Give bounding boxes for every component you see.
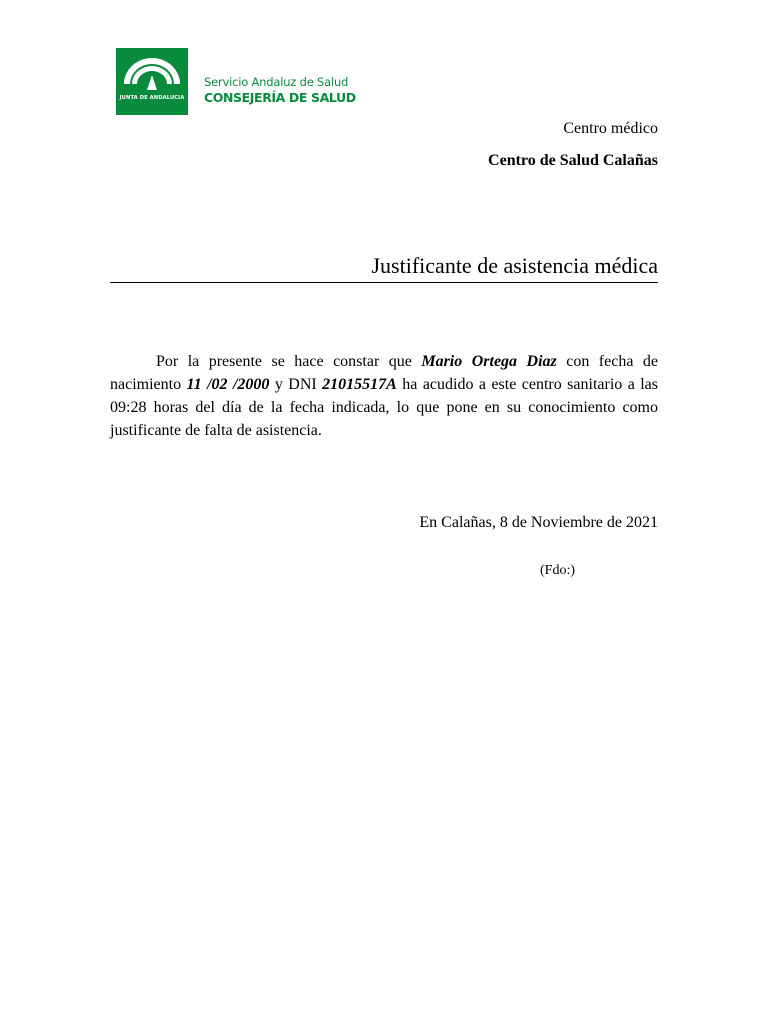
center-name: Centro de Salud Calañas <box>488 152 658 169</box>
center-label: Centro médico <box>563 120 658 137</box>
dni-number: 21015517A <box>322 376 397 393</box>
document-body <box>110 350 658 442</box>
body-rest: ha acudido a este centro sanitario a las 09:28 horas del día de la fecha indicada, lo que pone en su conocimiento como justificante de falta de asistencia. <box>110 376 659 439</box>
title-underline <box>110 282 658 283</box>
logo-department-name: CONSEJERÍA DE SALUD <box>204 90 356 105</box>
document-title: Justificante de asistencia médica <box>371 253 658 278</box>
emblem-caption: JUNTA DE ANDALUCIA <box>119 95 185 101</box>
signature-label: (Fdo:) <box>540 563 575 578</box>
patient-name: Mario Ortega Diaz <box>421 353 557 370</box>
place-and-date: En Calañas, 8 de Noviembre de 2021 <box>419 514 658 531</box>
emblem-arches-icon <box>116 48 188 115</box>
birth-date: 11 /02 /2000 <box>186 376 270 393</box>
body-birth-prefix: con fecha de nacimiento <box>110 353 659 393</box>
logo-text <box>204 75 356 106</box>
logo-service-name: Servicio Andaluz de Salud <box>204 75 349 89</box>
body-dni-prefix: y DNI <box>269 376 323 393</box>
body-intro: Por la presente se hace constar que <box>156 353 422 370</box>
junta-de-andalucia-emblem-icon <box>116 48 188 115</box>
